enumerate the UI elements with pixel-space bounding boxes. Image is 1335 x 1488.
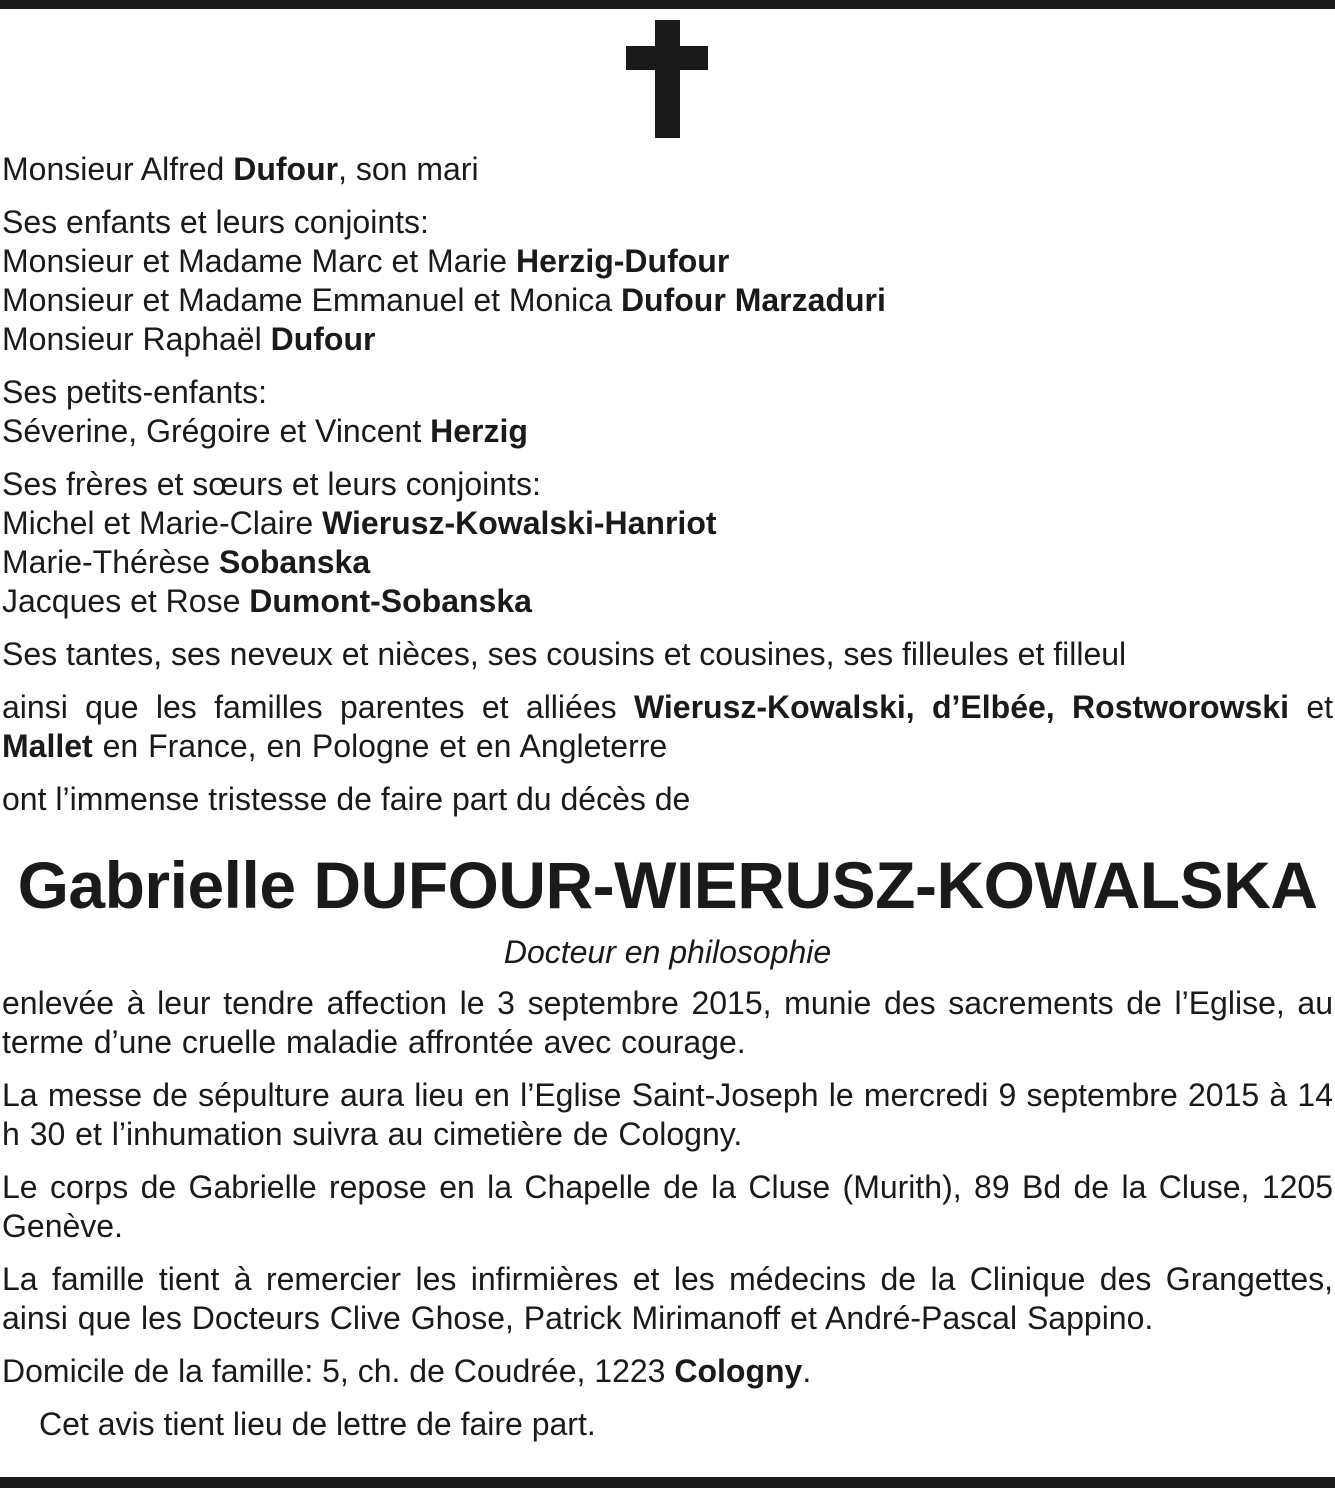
child-line <box>2 281 1333 320</box>
child-line <box>2 320 1333 359</box>
domicile-line <box>2 1352 1333 1391</box>
child-line <box>2 242 1333 281</box>
grandchildren-heading: Ses petits-enfants: <box>2 374 268 410</box>
child-given-names: Monsieur Raphaël <box>2 321 271 357</box>
sibling-line <box>2 504 1333 543</box>
announcement-text: ont l’immense tristesse de faire part du décès de <box>2 781 691 817</box>
relatives-line <box>2 635 1333 674</box>
child-given-names: Monsieur et Madame Emmanuel et Monica <box>2 282 621 318</box>
deceased-title: Docteur en philosophie <box>503 934 832 970</box>
siblings-heading: Ses frères et sœurs et leurs conjoints: <box>2 466 541 502</box>
sibling-given-names: Michel et Marie-Claire <box>2 505 323 541</box>
families-names: Wierusz-Kowalski, d’Elbée, Rostworowski <box>633 689 1289 725</box>
bottom-rule <box>0 1477 1335 1488</box>
sibling-line <box>2 543 1333 582</box>
child-given-names: Monsieur et Madame Marc et Marie <box>2 243 516 279</box>
paragraph: enlevée à leur tendre affection le 3 septembre 2015, munie des sacrements de l’Eglise, au terme d’une cruelle maladie affrontée avec courage. <box>2 985 1333 1060</box>
sibling-line <box>2 582 1333 621</box>
closing-text: Cet avis tient lieu de lettre de faire part. <box>39 1406 596 1442</box>
domicile-period: . <box>802 1353 812 1389</box>
relatives-text: Ses tantes, ses neveux et nièces, ses cousins et cousines, ses filleules et filleul <box>2 636 1127 672</box>
obituary-body <box>2 150 1333 1458</box>
deceased-name: Gabrielle DUFOUR-WIERUSZ-KOWALSKA <box>17 848 1318 922</box>
grandchildren-surname: Herzig <box>430 413 528 449</box>
grandchildren-section <box>2 373 1333 451</box>
announcement-line <box>2 780 1333 819</box>
families-prefix: ainsi que les familles parentes et alliées <box>2 689 634 725</box>
sibling-given-names: Jacques et Rose <box>2 583 250 619</box>
sibling-surname: Wierusz-Kowalski-Hanriot <box>322 505 717 541</box>
families-suffix: en France, en Pologne et en Angleterre <box>92 728 668 764</box>
cross-horizontal-bar <box>626 46 708 70</box>
husband-surname: Dufour <box>233 151 339 187</box>
child-surname: Dufour Marzaduri <box>620 282 886 318</box>
sibling-surname: Dumont-Sobanska <box>249 583 532 619</box>
children-section <box>2 203 1333 359</box>
cross-icon <box>626 20 708 138</box>
domicile-address: Domicile de la famille: 5, ch. de Coudrée, 1223 <box>2 1353 675 1389</box>
sibling-given-names: Marie-Thérèse <box>2 544 219 580</box>
domicile-town: Cologny <box>674 1353 803 1389</box>
grandchildren-given-names: Séverine, Grégoire et Vincent <box>2 413 431 449</box>
siblings-section <box>2 465 1333 621</box>
families-paragraph <box>2 688 1333 766</box>
husband-prefix: Monsieur Alfred <box>2 151 234 187</box>
families-last-name: Mallet <box>2 728 93 764</box>
husband-suffix: , son mari <box>338 151 479 187</box>
sibling-surname: Sobanska <box>218 544 371 580</box>
children-heading: Ses enfants et leurs conjoints: <box>2 204 429 240</box>
paragraph: La famille tient à remercier les infirmières et les médecins de la Clinique des Grangettes, ainsi que les Docteurs Clive Ghose, Patrick Mirimanoff et André-Pascal Sappino. <box>2 1261 1333 1336</box>
paragraph: Le corps de Gabrielle repose en la Chapelle de la Cluse (Murith), 89 Bd de la Cluse, 1205 Genève. <box>2 1169 1333 1244</box>
top-rule <box>0 0 1335 9</box>
families-conjunction: et <box>1288 689 1334 725</box>
paragraph: La messe de sépulture aura lieu en l’Eglise Saint-Joseph le mercredi 9 septembre 2015 à 14 h 30 et l’inhumation suivra au cimetière de Cologny. <box>2 1077 1333 1152</box>
grandchildren-line <box>2 412 1333 451</box>
husband-line <box>2 150 1333 189</box>
child-surname: Herzig-Dufour <box>515 243 730 279</box>
child-surname: Dufour <box>270 321 376 357</box>
cross-vertical-bar <box>655 20 680 138</box>
closing-line <box>2 1405 1333 1444</box>
